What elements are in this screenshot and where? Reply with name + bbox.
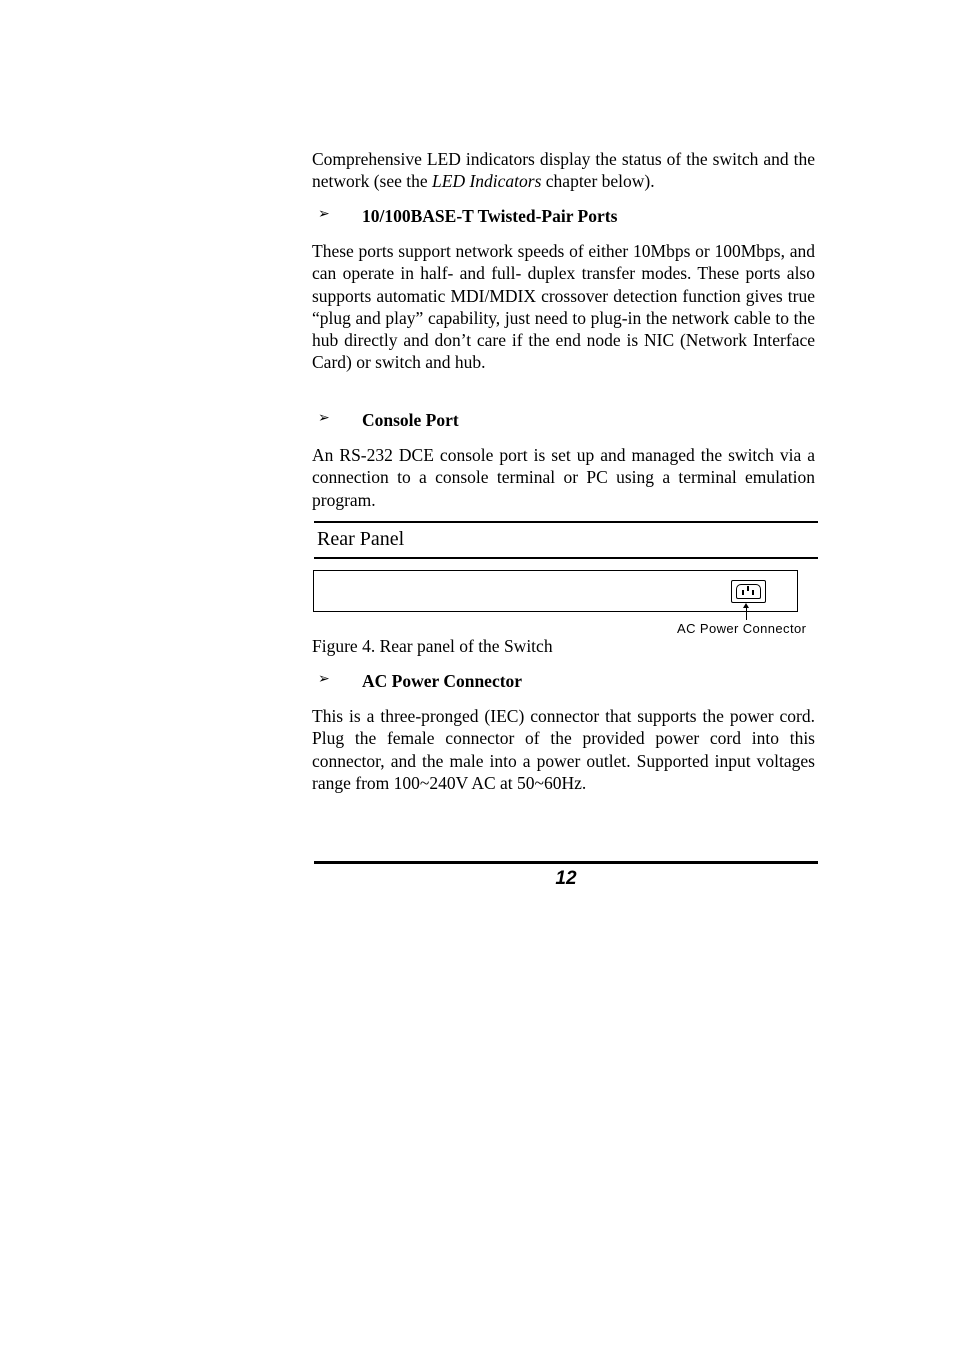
twisted-pair-heading: 10/100BASE-T Twisted-Pair Ports [362,206,618,226]
rear-panel-bottom-rule [314,557,818,559]
ac-power-heading: AC Power Connector [362,671,523,691]
twisted-pair-heading-row [312,206,815,230]
ac-power-connector-icon [731,580,766,603]
bullet-arrow-icon: ➢ [318,671,330,687]
intro-text-italic: LED Indicators [432,171,542,192]
intro-text-before: Comprehensive LED indicators display the status of the switch and the network (see the [312,149,815,192]
intro-paragraph [312,148,815,193]
rear-panel-figure [313,570,798,612]
ac-power-connector-callout: AC Power Connector [677,621,807,636]
page-number: 12 [555,868,577,889]
connector-pin [752,590,754,595]
intro-text-after: chapter below). [541,171,655,192]
bullet-arrow-icon: ➢ [318,206,330,222]
console-port-heading: Console Port [362,410,459,430]
callout-arrow-line [746,605,747,620]
figure-caption: Figure 4. Rear panel of the Switch [312,636,553,656]
rear-panel-top-rule [314,521,818,523]
ac-power-paragraph: This is a three-pronged (IEC) connector that supports the power cord. Plug the female connector of the provided power cord into this connector, and the male into a power outlet. Supported input voltages range from 100~240V AC at 50~60Hz. [312,706,815,793]
connector-pin [747,586,749,591]
console-port-paragraph: An RS-232 DCE console port is set up and managed the switch via a connection to a console terminal or PC using a terminal emulation program. [312,445,815,510]
footer-rule [314,861,818,864]
ac-power-heading-row [312,671,815,695]
twisted-pair-paragraph: These ports support network speeds of either 10Mbps or 100Mbps, and can operate in half- and full- duplex transfer modes. These ports also supports automatic MDI/MDIX crossover detection function gives true “plug and play” capability, just need to plug-in the network cable to the hub directly and don’t care if the end node is NIC (Network Interface Card) or switch and hub. [312,241,815,373]
console-port-heading-row [312,410,815,434]
connector-pin [742,590,744,595]
rear-panel-title: Rear Panel [317,528,405,550]
connector-socket [736,584,761,599]
bullet-arrow-icon: ➢ [318,410,330,426]
